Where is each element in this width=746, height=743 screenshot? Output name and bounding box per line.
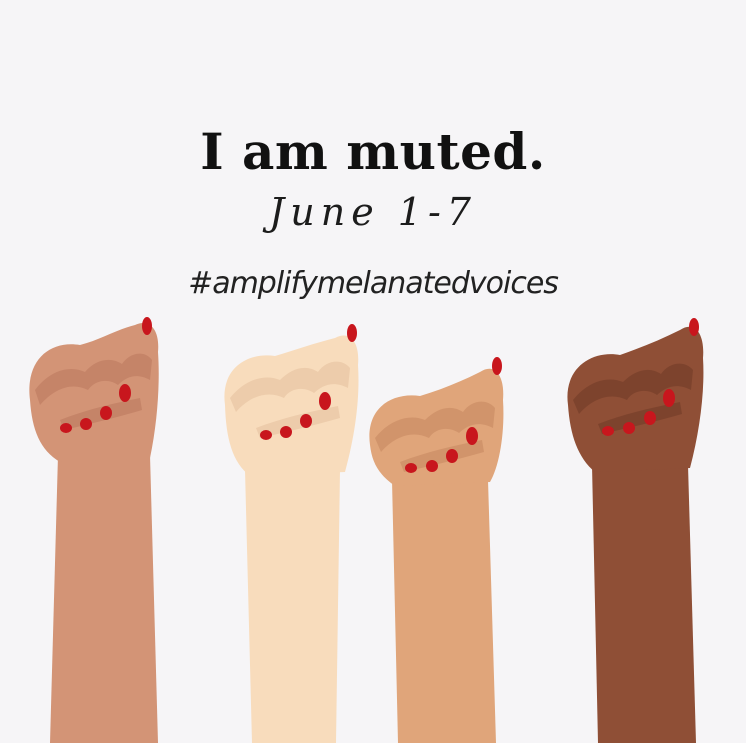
nail bbox=[60, 423, 72, 433]
nail bbox=[644, 411, 656, 425]
nail bbox=[446, 449, 458, 463]
fist-1 bbox=[29, 317, 158, 743]
hand bbox=[224, 336, 358, 476]
arm bbox=[245, 470, 340, 743]
arm bbox=[392, 480, 496, 743]
fist-3 bbox=[369, 357, 503, 743]
hashtag: #amplifymelanatedvoices bbox=[188, 266, 558, 301]
raised-fists-illustration bbox=[0, 300, 746, 743]
nail bbox=[466, 427, 478, 445]
arm bbox=[50, 455, 158, 743]
nail bbox=[80, 418, 92, 430]
fist-4 bbox=[567, 318, 703, 743]
nail bbox=[347, 324, 357, 342]
fist-2 bbox=[224, 324, 358, 743]
headline: I am muted. bbox=[200, 122, 546, 181]
nail bbox=[602, 426, 614, 436]
nail bbox=[142, 317, 152, 335]
arm bbox=[592, 465, 696, 743]
nail bbox=[405, 463, 417, 473]
nail bbox=[300, 414, 312, 428]
nail bbox=[689, 318, 699, 336]
nail bbox=[119, 384, 131, 402]
nail bbox=[623, 422, 635, 434]
nail bbox=[663, 389, 675, 407]
nail bbox=[319, 392, 331, 410]
nail bbox=[426, 460, 438, 472]
nail bbox=[492, 357, 502, 375]
nail bbox=[280, 426, 292, 438]
nail bbox=[260, 430, 272, 440]
nail bbox=[100, 406, 112, 420]
date-range: June 1-7 bbox=[269, 190, 477, 234]
